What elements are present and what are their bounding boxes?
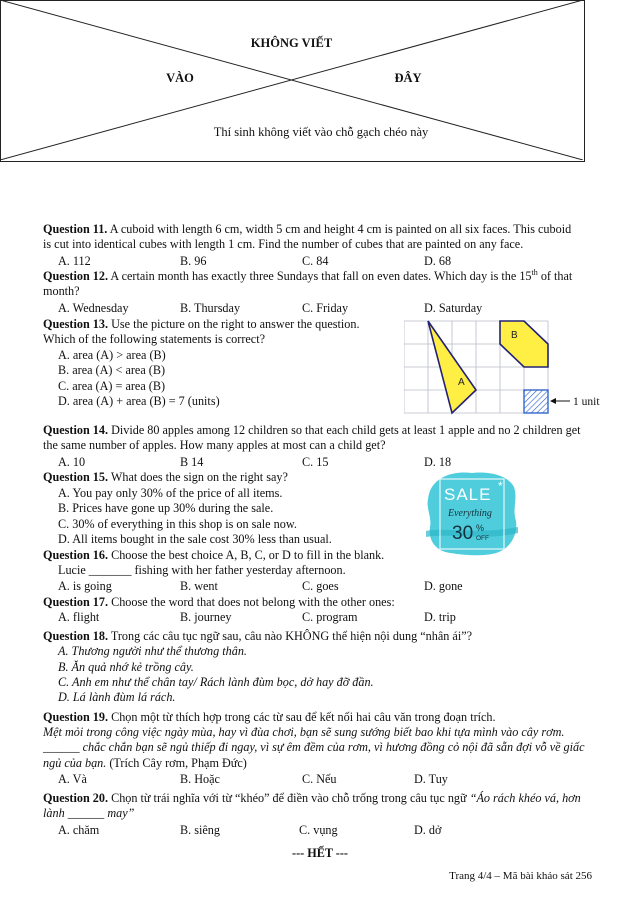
q16-option-c[interactable]: C. goes <box>302 579 339 593</box>
question-label: Question 16. <box>43 548 109 562</box>
question-text: Chọn một từ thích hợp trong các từ sau để kết nối hai câu văn trong đoạn trích. <box>108 710 496 724</box>
q11-option-b[interactable]: B. 96 <box>180 254 207 268</box>
sale-percent-sign: % <box>476 523 485 533</box>
q14-option-a[interactable]: A. 10 <box>58 455 86 469</box>
q18-option-a[interactable]: A. Thương người như thể thương thân. <box>58 644 247 658</box>
question-text: A cuboid with length 6 cm, width 5 cm and height 4 cm is painted on all six faces. This cuboid <box>107 222 572 236</box>
page-footer: Trang 4/4 – Mã bài khảo sát 256 <box>449 870 592 882</box>
sale-percent: 30 <box>452 523 474 544</box>
question-text: Use the picture on the right to answer the question. <box>108 317 360 331</box>
sale-word: SALE <box>444 485 492 504</box>
question-label: Question 14. <box>43 423 109 437</box>
q17-option-a[interactable]: A. flight <box>58 610 100 624</box>
proverb-quote: lành ______ may” <box>43 806 135 821</box>
q15-option-b[interactable]: B. Prices have gone up 30% during the sale. <box>58 501 274 515</box>
q18-option-b[interactable]: B. Ăn quả nhớ kẻ trồng cây. <box>58 660 194 674</box>
question-20 <box>43 791 613 821</box>
q18-option-d[interactable]: D. Lá lành đùm lá rách. <box>58 690 176 704</box>
q17-option-d[interactable]: D. trip <box>424 610 456 624</box>
q14-option-b[interactable]: B 14 <box>180 455 204 469</box>
question-text: Choose the best choice A, B, C, or D to fill in the blank. <box>108 548 385 562</box>
unit-square <box>524 390 548 413</box>
no-write-top-text: KHÔNG VIẾT <box>250 36 333 50</box>
question-label: Question 15. <box>43 470 109 484</box>
question-11 <box>43 222 613 252</box>
question-14 <box>43 423 613 453</box>
shape-a-label: A <box>458 377 465 388</box>
end-mark: --- HẾT --- <box>292 846 348 860</box>
q17-option-c[interactable]: C. program <box>302 610 358 624</box>
q20-option-a[interactable]: A. chăm <box>58 823 100 837</box>
q14-option-d[interactable]: D. 18 <box>424 455 452 469</box>
q11-option-d[interactable]: D. 68 <box>424 254 452 268</box>
q20-option-d[interactable]: D. dở <box>414 823 442 837</box>
question-text: Divide 80 apples among 12 children so that each child gets at least 1 apple and no 2 children get <box>108 423 581 437</box>
passage-line: ______ chắc chắn bạn sẽ ngủ thiếp đi ngay, vì sự êm đềm của rơm, vì hương đồng cỏ nội đã sẵn đợi vỗ về giấc <box>43 740 585 755</box>
q12-option-b[interactable]: B. Thursday <box>180 301 241 315</box>
q16-option-b[interactable]: B. went <box>180 579 218 593</box>
shape-b <box>500 321 548 367</box>
question-text: month? <box>43 284 80 299</box>
no-write-box <box>0 0 585 162</box>
q17-option-b[interactable]: B. journey <box>180 610 232 624</box>
passage-line: ngủ của bạn. <box>43 755 107 770</box>
question-text: What does the sign on the right say? <box>108 470 288 484</box>
question-label: Question 12. <box>43 269 109 283</box>
q18-option-c[interactable]: C. Anh em như thể chân tay/ Rách lành đùm bọc, dở hay đỡ đần. <box>58 675 374 689</box>
no-write-right-text: ĐÂY <box>394 71 422 85</box>
q19-option-b[interactable]: B. Hoặc <box>180 772 220 786</box>
q19-option-c[interactable]: C. Nếu <box>302 772 337 786</box>
question-text: Which of the following statements is correct? <box>43 332 266 347</box>
q14-option-c[interactable]: C. 15 <box>302 455 329 469</box>
question-label: Question 19. <box>43 710 109 724</box>
question-text: of that <box>537 269 573 283</box>
question-text: A certain month has exactly three Sundays that fall on even dates. Which day is the 15 <box>108 269 532 283</box>
question-16 <box>43 548 613 578</box>
sale-script: Everything <box>448 508 492 519</box>
q20-option-b[interactable]: B. siêng <box>180 823 220 837</box>
q11-option-c[interactable]: C. 84 <box>302 254 329 268</box>
q13-option-c[interactable]: C. area (A) = area (B) <box>58 379 166 393</box>
unit-arrow-head <box>550 398 556 404</box>
proverb-quote: “Áo rách khéo vá, hơn <box>469 791 581 805</box>
question-text: the same number of apples. How many apples at most can a child get? <box>43 438 386 453</box>
question-text: Choose the word that does not belong with the other ones: <box>108 595 395 609</box>
q12-option-a[interactable]: A. Wednesday <box>58 301 129 315</box>
sale-sign <box>426 469 518 557</box>
shape-b-label: B <box>511 330 518 341</box>
question-label: Question 20. <box>43 791 109 805</box>
q11-option-a[interactable]: A. 112 <box>58 254 91 268</box>
question-text: Chọn từ trái nghĩa với từ “khéo” để điền vào chỗ trống trong câu tục ngữ <box>108 791 470 805</box>
sale-off: OFF <box>476 535 489 542</box>
q16-option-d[interactable]: D. gone <box>424 579 463 593</box>
question-label: Question 17. <box>43 595 109 609</box>
q16-option-a[interactable]: A. is going <box>58 579 112 593</box>
question-label: Question 13. <box>43 317 109 331</box>
no-write-note: Thí sinh không viết vào chỗ gạch chéo này <box>213 125 429 139</box>
question-text: Lucie _______ fishing with her father yesterday afternoon. <box>58 563 346 578</box>
question-label: Question 18. <box>43 629 109 643</box>
superscript: th <box>531 267 538 277</box>
passage-source: (Trích Cây rơm, Phạm Đức) <box>106 755 247 770</box>
q19-option-a[interactable]: A. Và <box>58 772 87 786</box>
question-17 <box>43 595 613 610</box>
question-text: is cut into identical cubes with length 1 cm. Find the number of cubes that are painted on any face. <box>43 237 524 252</box>
question-18 <box>43 629 613 644</box>
q12-option-d[interactable]: D. Saturday <box>424 301 483 315</box>
q15-option-a[interactable]: A. You pay only 30% of the price of all items. <box>58 486 283 500</box>
q13-option-a[interactable]: A. area (A) > area (B) <box>58 348 166 362</box>
question-label: Question 11. <box>43 222 108 236</box>
unit-label: 1 unit <box>573 396 600 408</box>
q15-option-c[interactable]: C. 30% of everything in this shop is on sale now. <box>58 517 297 531</box>
passage-line: Mệt mỏi trong công việc ngày mùa, hay vì đùa chơi, bạn sẽ sung sướng biết bao khi tựa mình vào cây rơm. <box>43 725 565 740</box>
question-13 <box>43 317 393 347</box>
q12-option-c[interactable]: C. Friday <box>302 301 349 315</box>
no-write-left-text: VÀO <box>166 71 194 85</box>
question-19 <box>43 710 613 771</box>
q15-option-d[interactable]: D. All items bought in the sale cost 30% less than usual. <box>58 532 332 546</box>
q20-option-c[interactable]: C. vụng <box>299 823 338 837</box>
question-12 <box>43 269 613 299</box>
q13-option-b[interactable]: B. area (A) < area (B) <box>58 363 166 377</box>
area-grid-figure <box>404 319 614 415</box>
question-text: Trong các câu tục ngữ sau, câu nào KHÔNG thể hiện nội dung “nhân ái”? <box>108 629 473 643</box>
sale-star: * <box>498 479 503 493</box>
question-15 <box>43 470 403 485</box>
q13-option-d[interactable]: D. area (A) + area (B) = 7 (units) <box>58 394 220 408</box>
q19-option-d[interactable]: D. Tuy <box>414 772 448 786</box>
